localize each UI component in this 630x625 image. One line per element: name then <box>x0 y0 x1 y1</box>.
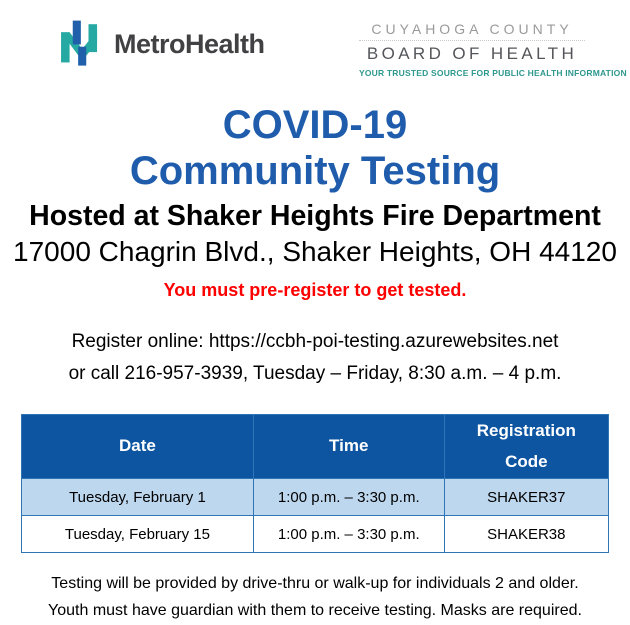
date-cell: Tuesday, February 15 <box>22 516 254 553</box>
code-cell: SHAKER38 <box>444 516 608 553</box>
ccbh-tagline: YOUR TRUSTED SOURCE FOR PUBLIC HEALTH INFORMATION <box>359 68 627 78</box>
schedule-table <box>21 414 609 553</box>
ccbh-divider <box>359 40 585 41</box>
register-phone-line: or call 216-957-3939, Tuesday – Friday, 8:30 a.m. – 4 p.m. <box>68 362 562 384</box>
metrohealth-wordmark: MetroHealth <box>114 28 265 59</box>
registration-info <box>0 326 630 391</box>
preregister-alert: You must pre-register to get tested. <box>163 279 467 300</box>
page-title <box>0 102 630 194</box>
col-header-time: Time <box>253 415 444 479</box>
title-covid19: COVID-19 <box>222 103 408 147</box>
logo-header <box>0 0 630 78</box>
schedule-row <box>22 516 609 553</box>
col-header-registration-code: Registration Code <box>444 415 608 479</box>
title-community-testing: Community Testing <box>129 149 501 193</box>
street-address: 17000 Chagrin Blvd., Shaker Heights, OH 44120 <box>13 235 617 267</box>
metrohealth-logo-icon <box>57 20 102 68</box>
hosted-location: Hosted at Shaker Heights Fire Department <box>29 200 601 232</box>
metrohealth-logo <box>57 20 265 68</box>
ccbh-board-text: BOARD OF HEALTH <box>366 44 578 63</box>
time-cell: 1:00 p.m. – 3:30 p.m. <box>253 516 444 553</box>
footer-note <box>0 571 630 625</box>
col-header-date: Date <box>22 415 254 479</box>
schedule-header-row <box>22 415 609 479</box>
code-cell: SHAKER37 <box>444 479 608 516</box>
date-cell: Tuesday, February 1 <box>22 479 254 516</box>
footer-note-line1: Testing will be provided by drive-thru or walk-up for individuals 2 and older. <box>51 575 579 593</box>
footer-note-line2: Youth must have guardian with them to receive testing. Masks are required. <box>48 602 582 620</box>
time-cell: 1:00 p.m. – 3:30 p.m. <box>253 479 444 516</box>
ccbh-logo <box>359 21 627 78</box>
schedule-row <box>22 479 609 516</box>
register-online-line: Register online: https://ccbh-poi-testing.azurewebsites.net <box>71 330 559 352</box>
ccbh-county-text: CUYAHOGA COUNTY <box>371 21 573 37</box>
